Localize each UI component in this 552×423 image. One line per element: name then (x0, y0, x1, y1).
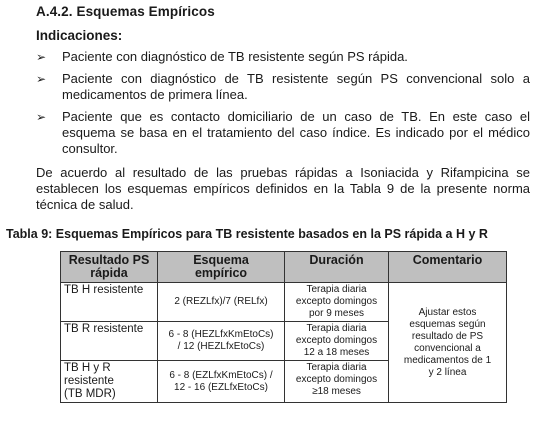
table-header-row (61, 252, 507, 283)
duration-cell: Terapia diaria excepto domingos por 9 meses (285, 283, 389, 322)
arrow-bullet-icon: ➢ (36, 72, 47, 86)
duration-cell: Terapia diaria excepto domingos ≥18 meses (285, 361, 389, 403)
comment-cell: Ajustar estos esquemas según resultado de PS convencional a medicamentos de 1 y 2 línea (389, 283, 507, 403)
empirical-schemes-table (60, 251, 507, 403)
arrow-bullet-icon: ➢ (36, 50, 47, 64)
result-cell: TB R resistente (61, 322, 158, 361)
header-comment: Comentario (389, 252, 507, 283)
indications-heading: Indicaciones: (36, 28, 123, 43)
result-cell: TB H resistente (61, 283, 158, 322)
section-title: A.4.2. Esquemas Empíricos (36, 4, 215, 19)
arrow-bullet-icon: ➢ (36, 110, 47, 124)
header-duration: Duración (285, 252, 389, 283)
list-item (36, 109, 530, 157)
indications-list (36, 49, 530, 157)
scheme-cell: 6 - 8 (EZLfxKmEtoCs) / 12 - 16 (EZLfxEtoCs) (158, 361, 285, 403)
body-paragraph: De acuerdo al resultado de las pruebas rápidas a Isoniacida y Rifampicina se establecen los esquemas empíricos definidos en la Tabla 9 de la presente norma técnica de salud. (36, 165, 530, 212)
header-result: Resultado PS rápida (61, 252, 158, 283)
scheme-cell: 2 (REZLfx)/7 (RELfx) (158, 283, 285, 322)
scheme-cell: 6 - 8 (HEZLfxKmEtoCs) / 12 (HEZLfxEtoCs) (158, 322, 285, 361)
duration-cell: Terapia diaria excepto domingos 12 a 18 meses (285, 322, 389, 361)
indication-text: Paciente con diagnóstico de TB resistente según PS rápida. (62, 49, 408, 64)
header-scheme: Esquema empírico (158, 252, 285, 283)
list-item (36, 71, 530, 103)
indication-text: Paciente con diagnóstico de TB resistente según PS convencional solo a medicamentos de primera línea. (62, 71, 530, 102)
table-caption: Tabla 9: Esquemas Empíricos para TB resistente basados en la PS rápida a H y R (6, 227, 488, 241)
result-cell: TB H y R resistente (TB MDR) (61, 361, 158, 403)
table-row (61, 283, 507, 322)
list-item (36, 49, 530, 65)
indication-text: Paciente que es contacto domiciliario de un caso de TB. En este caso el esquema se basa en el tratamiento del caso índice. Es indicado por el médico consultor. (62, 109, 530, 156)
